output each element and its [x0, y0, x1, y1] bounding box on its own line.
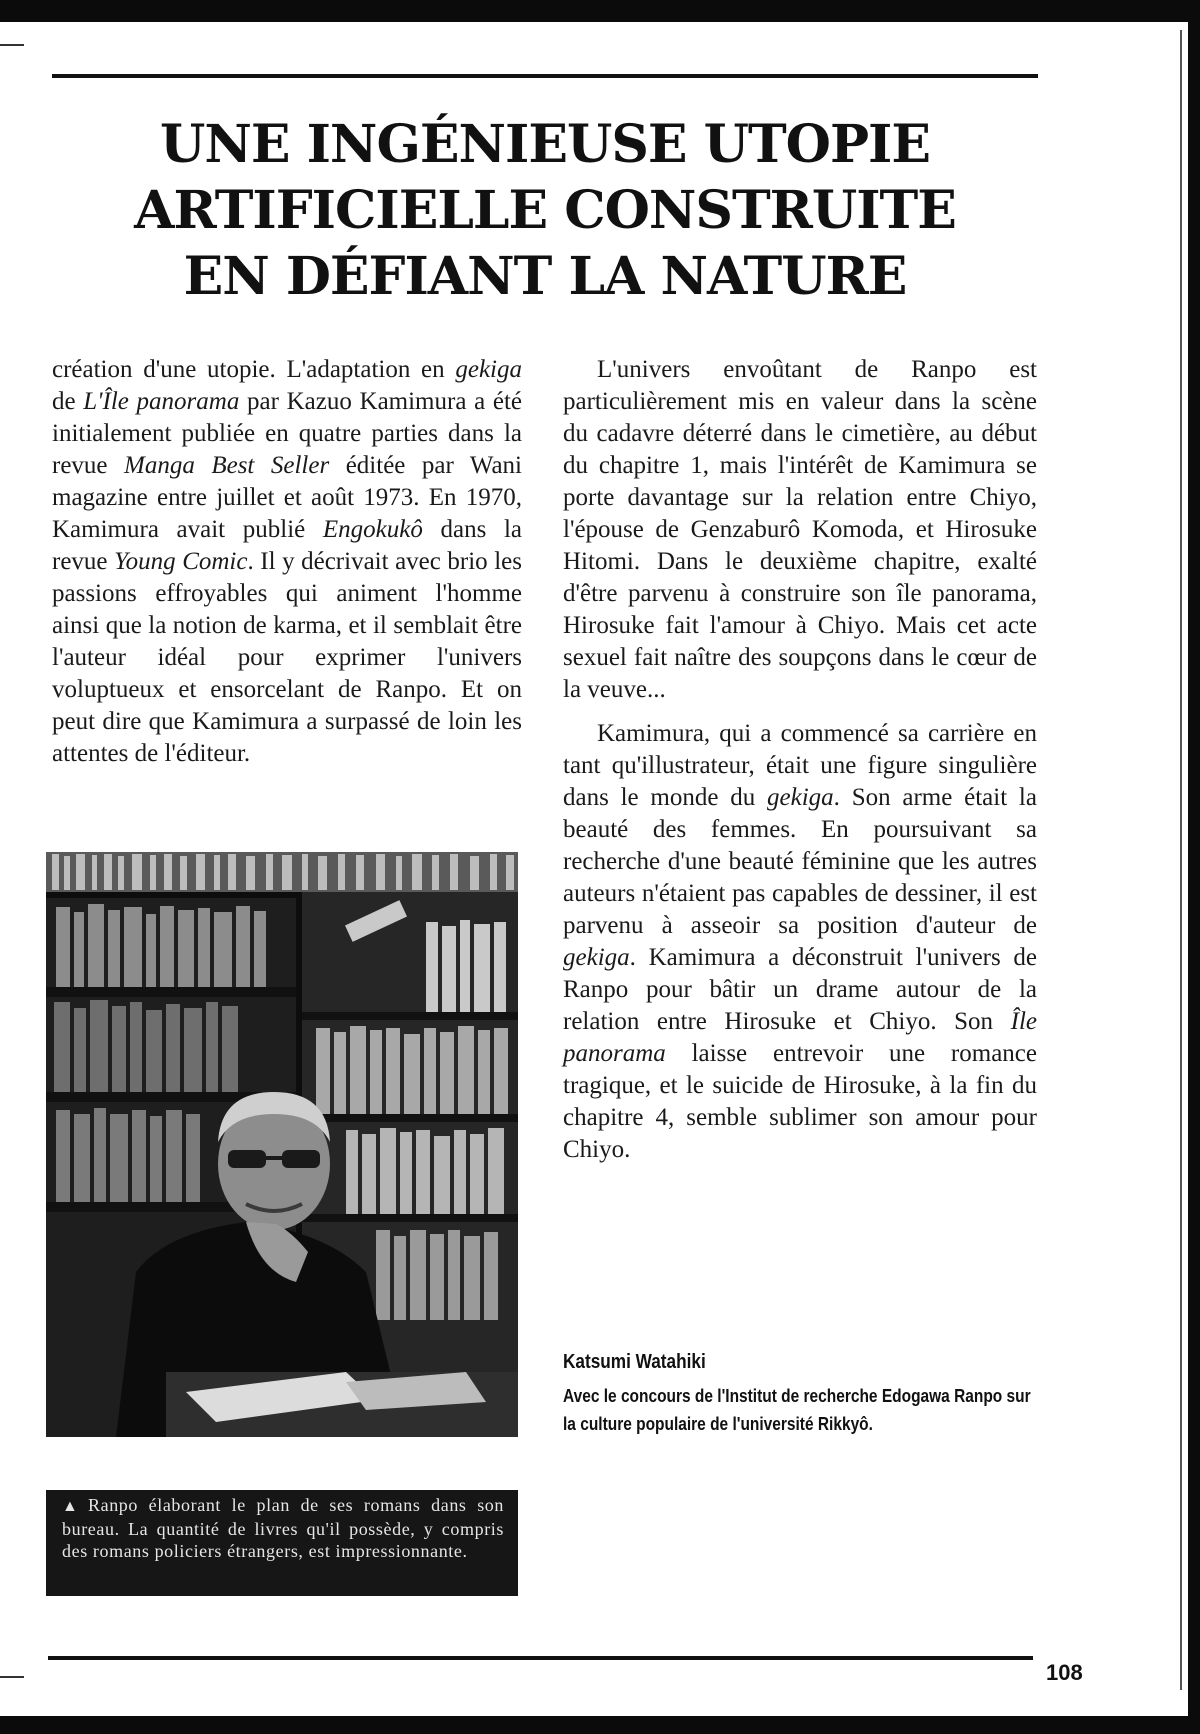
right-paragraph-2: Kamimura, qui a commencé sa carrière en tant qu'illustrateur, était une figure singulière dans le monde du gekiga. Son arme était la beauté des femmes. En poursuivant sa recherche d'une beauté féminine que les autres auteurs n'étaient pas capables de dessiner, il est parvenu à asseoir sa position d'auteur de gekiga. Kamimura a déconstruit l'univers de Ranpo pour bâtir un drame autour de la relation entre Hirosuke et Chiyo. Son Île panorama laisse entrevoir une romance tragique, et le suicide de Hirosuke, à la fin du chapitre 4, semble sublimer son amour pour Chiyo.: [563, 720, 1037, 1163]
article-title: [60, 112, 1030, 310]
scan-border-bottom: [0, 1716, 1200, 1734]
top-rule: [52, 74, 1038, 78]
scan-mark: [0, 1676, 24, 1678]
scan-edge-line: [1180, 30, 1182, 1690]
caption-triangle-icon: ▲: [62, 1498, 84, 1515]
ranpo-photo: [46, 852, 518, 1437]
right-paragraph-1: L'univers envoûtant de Ranpo est particulièrement mis en valeur dans la scène du cadavre déterré dans le cimetière, au début du chapitre 1, mais l'intérêt de Kamimura se porte davantage sur la relation entre Chiyo, l'épouse de Genzaburô Komoda, et Hirosuke Hitomi. Dans le deuxième chapitre, exalté d'être parvenu à construire son île panorama, Hirosuke fait l'amour à Chiyo. Mais cet acte sexuel fait naître des soupçons dans le cœur de la veuve...: [563, 356, 1037, 703]
photo-caption: ▲ Ranpo élaborant le plan de ses romans dans son bureau. La quantité de livres qu'il possède, y compris des romans policiers étrangers, est impressionnante.: [46, 1490, 518, 1596]
bottom-rule: [48, 1656, 1033, 1660]
left-column: [52, 354, 522, 770]
title-line-2: ARTIFICIELLE CONSTRUITE: [134, 180, 956, 241]
right-column: [563, 354, 1037, 1166]
title-line-3: EN DÉFIANT LA NATURE: [183, 246, 907, 307]
scan-border-top: [0, 0, 1200, 22]
title-line-1: UNE INGÉNIEUSE UTOPIE: [159, 114, 931, 175]
scan-mark: [0, 44, 24, 46]
credit-note: Avec le concours de l'Institut de recherche Edogawa Ranpo sur la culture populaire de l'université Rikkyô.: [563, 1386, 1031, 1434]
page-number: 108: [1046, 1660, 1083, 1685]
scan-border-right: [1188, 0, 1200, 1734]
left-paragraph: création d'une utopie. L'adaptation en gekiga de L'Île panorama par Kazuo Kamimura a été initialement publiée en quatre parties dans la revue Manga Best Seller éditée par Wani magazine entre juillet et août 1973. En 1970, Kamimura avait publié Engokukô dans la revue Young Comic. Il y décrivait avec brio les passions effroyables qui animent l'homme ainsi que la notion de karma, et il semblait être l'auteur idéal pour exprimer l'univers voluptueux et ensorcelant de Ranpo. Et on peut dire que Kamimura a surpassé de loin les attentes de l'éditeur.: [52, 356, 522, 767]
credit-author: Katsumi Watahiki: [563, 1351, 706, 1373]
